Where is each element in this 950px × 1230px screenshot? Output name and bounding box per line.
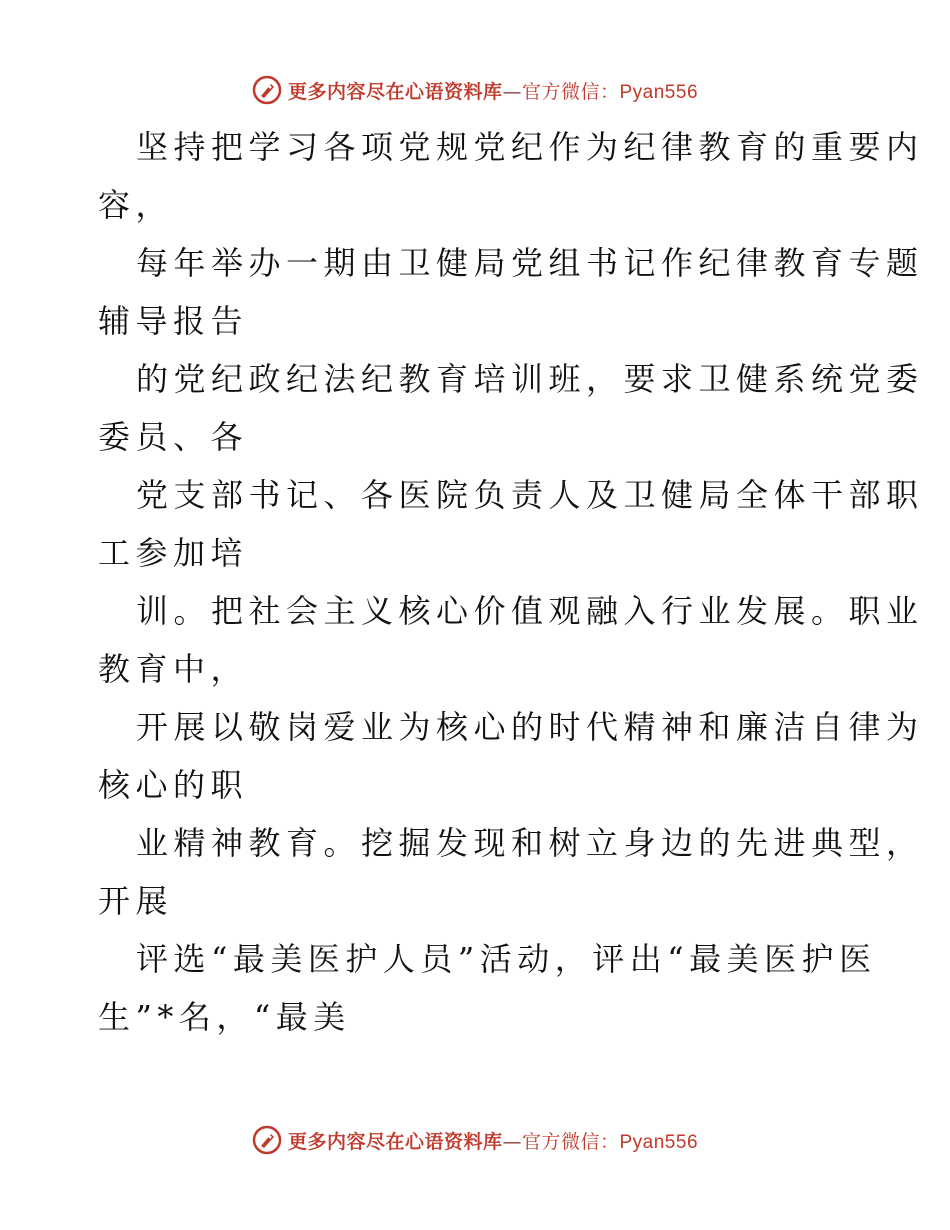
paragraph: [98, 466, 924, 582]
pen-nib-logo-icon: [252, 75, 282, 105]
header-wechat-label: 官方微信：: [521, 80, 620, 103]
paragraph-line: 核心的职: [98, 766, 249, 804]
paragraph-line: 的党纪政纪法纪教育培训班，要求卫健系统党委: [136, 360, 924, 398]
paragraph: [98, 118, 924, 234]
paragraph-line: 辅导报告: [98, 302, 249, 340]
paragraph: [98, 582, 924, 698]
paragraph-line: 开展以敬岗爱业为核心的时代精神和廉洁自律为: [136, 708, 924, 746]
paragraph-line: 教育中，: [98, 650, 249, 688]
paragraph-line: 委员、各: [98, 418, 249, 456]
paragraph-line: 每年举办一期由卫健局党组书记作纪律教育专题: [136, 244, 924, 282]
paragraph-line: 党支部书记、各医院负责人及卫健局全体干部职: [136, 476, 924, 514]
paragraph: [98, 814, 924, 930]
footer-wechat-label: 官方微信：: [521, 1130, 620, 1153]
header-account: Pyan556: [619, 81, 699, 103]
footer-dash: —: [502, 1130, 522, 1153]
header-banner-text: [288, 77, 698, 104]
footer-banner-text: [288, 1127, 698, 1154]
paragraph-line: 业精神教育。挖掘发现和树立身边的先进典型，: [136, 824, 924, 862]
pen-nib-logo-icon: [252, 1125, 282, 1155]
header-dash: —: [502, 80, 522, 103]
paragraph-line: 坚持把学习各项党规党纪作为纪律教育的重要内: [136, 128, 924, 166]
paragraph-line: 生”*名，“最美: [98, 998, 351, 1036]
paragraph-line: 容，: [98, 186, 174, 224]
footer-account: Pyan556: [619, 1131, 699, 1153]
footer-brand: 更多内容尽在心语资料库: [287, 1130, 503, 1153]
paragraph: [98, 234, 924, 350]
paragraph: [98, 350, 924, 466]
paragraph: [98, 698, 924, 814]
header-banner: [0, 70, 950, 110]
paragraph: [98, 930, 877, 1046]
footer-banner: [0, 1120, 950, 1160]
paragraph-line: 开展: [98, 882, 174, 920]
header-brand: 更多内容尽在心语资料库: [287, 80, 503, 103]
document-body: [98, 118, 924, 1046]
paragraph-line: 评选“最美医护人员”活动，评出“最美医护医: [136, 940, 877, 978]
paragraph-line: 工参加培: [98, 534, 249, 572]
paragraph-line: 训。把社会主义核心价值观融入行业发展。职业: [136, 592, 924, 630]
